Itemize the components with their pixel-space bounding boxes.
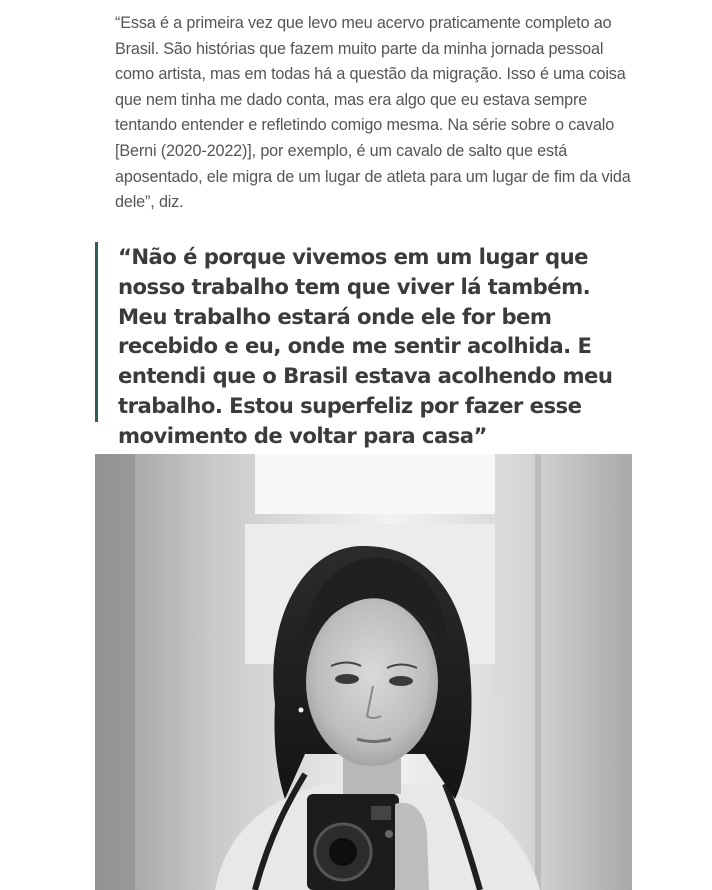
pull-quote xyxy=(95,242,635,448)
article-photo xyxy=(95,454,632,890)
pull-quote-text: “Não é porque vivemos em um lugar que nosso trabalho tem que viver lá também. Meu trabalho estará onde ele for bem recebido e eu, onde me sentir acolhida. E entendi que o Brasil estava acolhendo meu trabalho. Estou superfeliz por fazer esse movimento de voltar para casa” xyxy=(118,244,613,448)
article-paragraph: “Essa é a primeira vez que levo meu acervo praticamente completo ao Brasil. São histórias que fazem muito parte da minha jornada pessoal como artista, mas em todas há a questão da migração. Isso é uma coisa que nem tinha me dado conta, mas era algo que eu estava sempre tentando entender e refletindo comigo mesma. Na série sobre o cavalo [Berni (2020-2022)], por exemplo, é um cavalo de salto que está aposentado, ele migra de um lugar de atleta para um lugar de fim da vida dele”, diz. xyxy=(115,14,631,212)
